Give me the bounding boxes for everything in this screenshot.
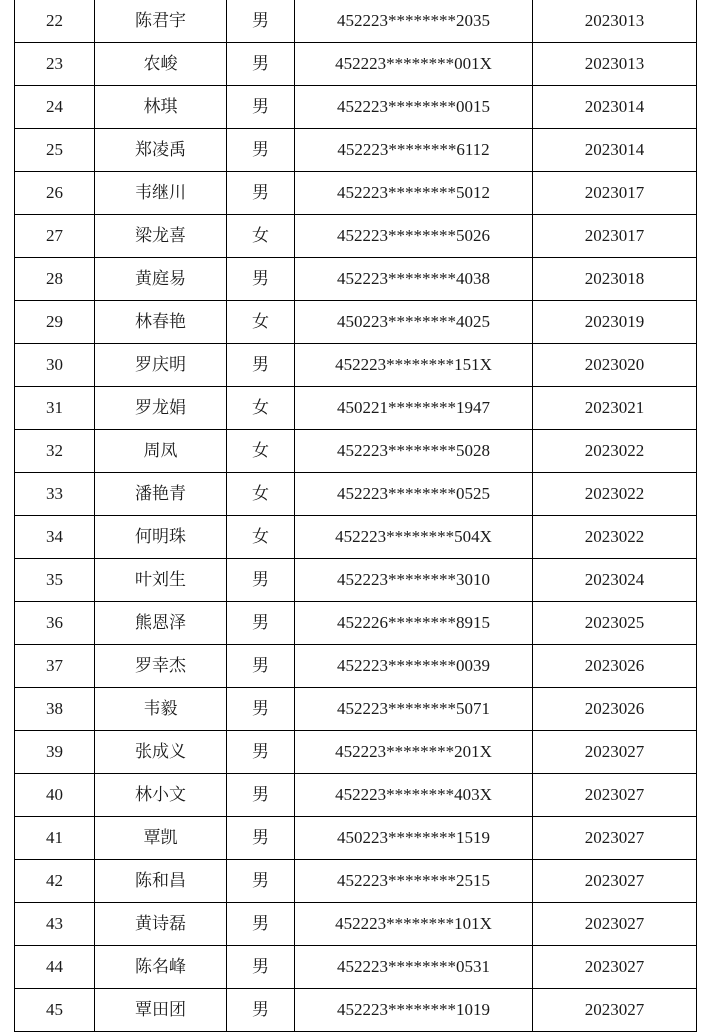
code-cell: 2023020 [533,344,697,387]
row-number-cell: 27 [15,215,95,258]
gender-cell: 男 [227,86,295,129]
row-number-cell: 29 [15,301,95,344]
table-row [15,989,697,1032]
roster-table-body [15,0,697,1032]
id-number-cell: 452223********0039 [295,645,533,688]
gender-cell: 女 [227,387,295,430]
id-number-cell: 452223********5071 [295,688,533,731]
roster-sheet [14,0,696,1032]
code-cell: 2023019 [533,301,697,344]
gender-cell: 女 [227,215,295,258]
code-cell: 2023027 [533,817,697,860]
code-cell: 2023013 [533,0,697,43]
id-number-cell: 452223********0525 [295,473,533,516]
gender-cell: 男 [227,258,295,301]
name-cell: 林小文 [95,774,227,817]
code-cell: 2023025 [533,602,697,645]
id-number-cell: 452223********5028 [295,430,533,473]
gender-cell: 男 [227,602,295,645]
table-row [15,473,697,516]
gender-cell: 女 [227,301,295,344]
name-cell: 张成义 [95,731,227,774]
id-number-cell: 452223********101X [295,903,533,946]
id-number-cell: 452226********8915 [295,602,533,645]
code-cell: 2023014 [533,129,697,172]
name-cell: 叶刘生 [95,559,227,602]
id-number-cell: 452223********504X [295,516,533,559]
code-cell: 2023018 [533,258,697,301]
name-cell: 韦毅 [95,688,227,731]
id-number-cell: 452223********6112 [295,129,533,172]
gender-cell: 男 [227,344,295,387]
code-cell: 2023027 [533,903,697,946]
table-row [15,817,697,860]
name-cell: 梁龙喜 [95,215,227,258]
code-cell: 2023017 [533,172,697,215]
table-row [15,645,697,688]
table-row [15,903,697,946]
row-number-cell: 22 [15,0,95,43]
name-cell: 农峻 [95,43,227,86]
id-number-cell: 452223********3010 [295,559,533,602]
row-number-cell: 24 [15,86,95,129]
name-cell: 覃凯 [95,817,227,860]
id-number-cell: 450223********4025 [295,301,533,344]
table-row [15,946,697,989]
row-number-cell: 32 [15,430,95,473]
gender-cell: 女 [227,430,295,473]
name-cell: 黄庭易 [95,258,227,301]
table-row [15,86,697,129]
gender-cell: 女 [227,473,295,516]
name-cell: 周凤 [95,430,227,473]
table-row [15,516,697,559]
row-number-cell: 26 [15,172,95,215]
row-number-cell: 33 [15,473,95,516]
gender-cell: 男 [227,129,295,172]
gender-cell: 女 [227,516,295,559]
name-cell: 陈名峰 [95,946,227,989]
code-cell: 2023022 [533,430,697,473]
row-number-cell: 45 [15,989,95,1032]
name-cell: 黄诗磊 [95,903,227,946]
table-row [15,860,697,903]
code-cell: 2023021 [533,387,697,430]
table-row [15,731,697,774]
name-cell: 郑凌禹 [95,129,227,172]
id-number-cell: 452223********151X [295,344,533,387]
table-row [15,258,697,301]
row-number-cell: 25 [15,129,95,172]
id-number-cell: 452223********4038 [295,258,533,301]
id-number-cell: 452223********201X [295,731,533,774]
table-row [15,344,697,387]
gender-cell: 男 [227,774,295,817]
name-cell: 陈和昌 [95,860,227,903]
name-cell: 覃田团 [95,989,227,1032]
gender-cell: 男 [227,0,295,43]
row-number-cell: 30 [15,344,95,387]
row-number-cell: 38 [15,688,95,731]
gender-cell: 男 [227,559,295,602]
row-number-cell: 35 [15,559,95,602]
row-number-cell: 44 [15,946,95,989]
id-number-cell: 452223********1019 [295,989,533,1032]
name-cell: 罗庆明 [95,344,227,387]
name-cell: 罗幸杰 [95,645,227,688]
id-number-cell: 450223********1519 [295,817,533,860]
id-number-cell: 452223********5012 [295,172,533,215]
name-cell: 熊恩泽 [95,602,227,645]
name-cell: 林琪 [95,86,227,129]
name-cell: 何明珠 [95,516,227,559]
table-row [15,387,697,430]
table-row [15,430,697,473]
gender-cell: 男 [227,43,295,86]
gender-cell: 男 [227,860,295,903]
gender-cell: 男 [227,989,295,1032]
table-row [15,301,697,344]
name-cell: 罗龙娟 [95,387,227,430]
code-cell: 2023027 [533,989,697,1032]
id-number-cell: 452223********2515 [295,860,533,903]
id-number-cell: 452223********403X [295,774,533,817]
gender-cell: 男 [227,731,295,774]
code-cell: 2023022 [533,516,697,559]
table-row [15,559,697,602]
table-row [15,43,697,86]
gender-cell: 男 [227,645,295,688]
code-cell: 2023027 [533,774,697,817]
code-cell: 2023017 [533,215,697,258]
table-row [15,129,697,172]
name-cell: 陈君宇 [95,0,227,43]
row-number-cell: 39 [15,731,95,774]
row-number-cell: 37 [15,645,95,688]
roster-table [14,0,697,1032]
code-cell: 2023027 [533,946,697,989]
table-row [15,602,697,645]
code-cell: 2023014 [533,86,697,129]
code-cell: 2023013 [533,43,697,86]
row-number-cell: 31 [15,387,95,430]
id-number-cell: 452223********0015 [295,86,533,129]
gender-cell: 男 [227,946,295,989]
row-number-cell: 28 [15,258,95,301]
id-number-cell: 452223********5026 [295,215,533,258]
gender-cell: 男 [227,688,295,731]
name-cell: 林春艳 [95,301,227,344]
row-number-cell: 42 [15,860,95,903]
name-cell: 韦继川 [95,172,227,215]
name-cell: 潘艳青 [95,473,227,516]
id-number-cell: 450221********1947 [295,387,533,430]
id-number-cell: 452223********0531 [295,946,533,989]
row-number-cell: 34 [15,516,95,559]
table-row [15,0,697,43]
id-number-cell: 452223********2035 [295,0,533,43]
code-cell: 2023024 [533,559,697,602]
table-row [15,215,697,258]
code-cell: 2023022 [533,473,697,516]
gender-cell: 男 [227,817,295,860]
id-number-cell: 452223********001X [295,43,533,86]
code-cell: 2023026 [533,688,697,731]
table-row [15,688,697,731]
row-number-cell: 36 [15,602,95,645]
gender-cell: 男 [227,172,295,215]
table-row [15,774,697,817]
row-number-cell: 43 [15,903,95,946]
code-cell: 2023027 [533,860,697,903]
row-number-cell: 41 [15,817,95,860]
table-row [15,172,697,215]
code-cell: 2023026 [533,645,697,688]
row-number-cell: 40 [15,774,95,817]
gender-cell: 男 [227,903,295,946]
code-cell: 2023027 [533,731,697,774]
row-number-cell: 23 [15,43,95,86]
